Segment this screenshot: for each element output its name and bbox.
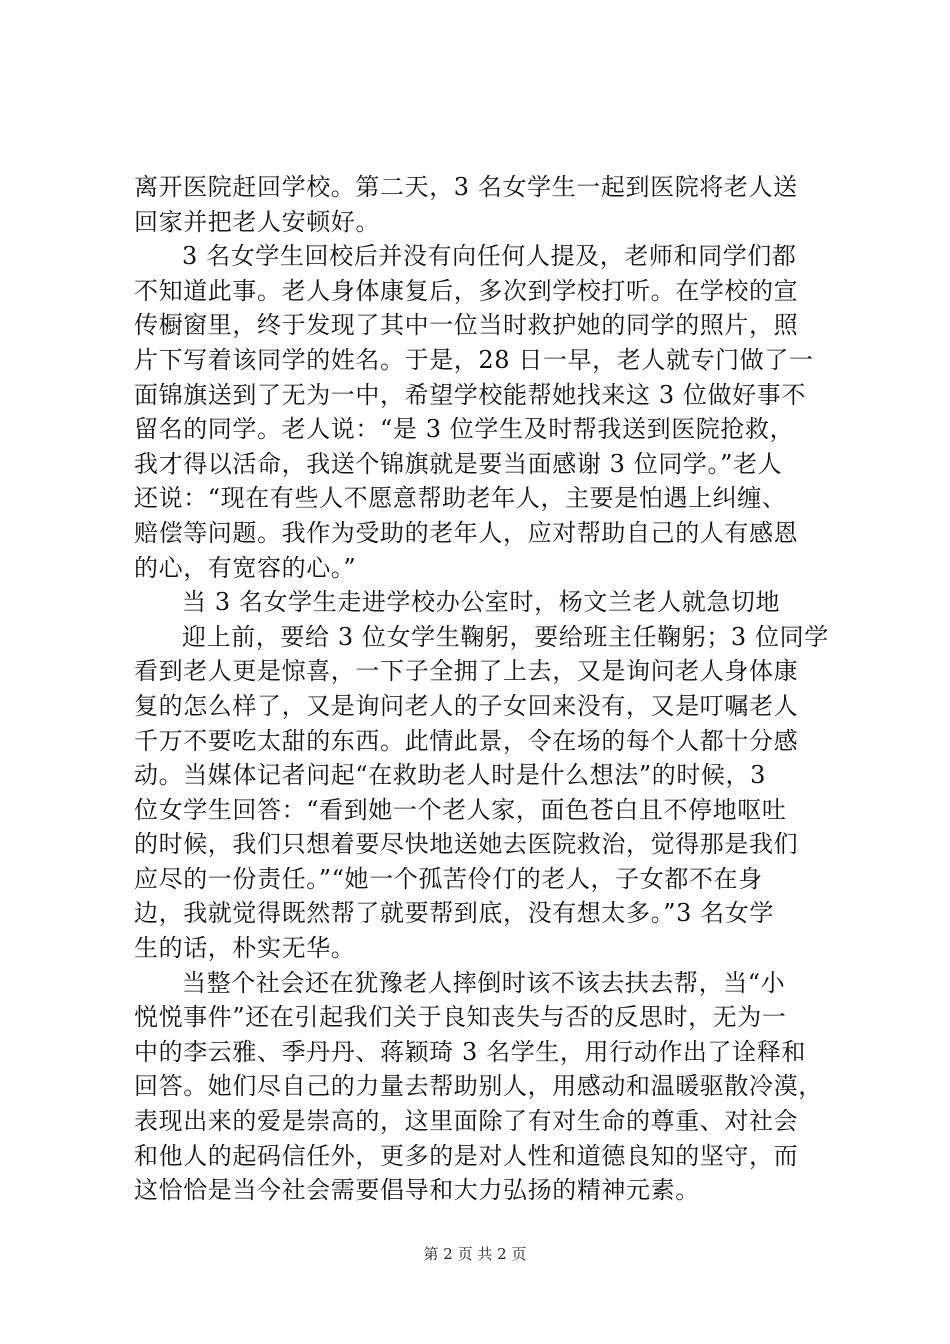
text-line: 回家并把老人安顿好。 (134, 207, 380, 236)
text-line: 应尽的一份责任。”“她一个孤苦伶仃的老人，子女都不在身 (134, 864, 763, 893)
paragraph-start-line: 当 3 名女学生走进学校办公室时，杨文兰老人就急切地 (182, 588, 781, 617)
text-line: 我才得以活命，我送个锦旗就是要当面感谢 3 位同学。”老人 (134, 449, 783, 478)
paragraph-start-line: 当整个社会还在犹豫老人摔倒时该不该去扶去帮，当“小 (182, 968, 786, 997)
text-line: 和他人的起码信任外，更多的是对人性和道德良知的坚守，而 (134, 1141, 799, 1170)
text-line: 动。当媒体记者问起“在救助老人时是什么想法”的时候，3 (134, 761, 767, 790)
paragraph-start-line: 迎上前，要给 3 位女学生鞠躬，要给班主任鞠躬；3 位同学 (182, 622, 829, 651)
text-line: 片下写着该同学的姓名。于是，28 日一早，老人就专门做了一 (134, 345, 814, 374)
text-line: 千万不要吃太甜的东西。此情此景，令在场的每个人都十分感 (134, 726, 799, 755)
text-line: 传橱窗里，终于发现了其中一位当时救护她的同学的照片，照 (134, 311, 799, 340)
text-line: 生的话，朴实无华。 (134, 934, 356, 963)
text-line: 离开医院赶回学校。第二天，3 名女学生一起到医院将老人送 (134, 173, 798, 201)
text-line: 不知道此事。老人身体康复后，多次到学校打听。在学校的宣 (134, 276, 799, 305)
text-line: 的心，有宽容的心。” (134, 553, 357, 582)
text-line: 看到老人更是惊喜，一下子全拥了上去，又是询问老人身体康 (134, 657, 799, 686)
text-line: 中的李云雅、季丹丹、蒋颖琦 3 名学生，用行动作出了诠释和 (134, 1037, 806, 1066)
text-line: 还说：“现在有些人不愿意帮助老年人，主要是怕遇上纠缠、 (134, 484, 787, 513)
text-line: 边，我就觉得既然帮了就要帮到底，没有想太多。”3 名女学 (134, 899, 774, 928)
text-line: 表现出来的爱是崇高的，这里面除了有对生命的尊重、对社会 (134, 1107, 799, 1136)
text-line: 留名的同学。老人说：“是 3 位学生及时帮我送到医院抢救， (134, 415, 795, 444)
page-footer: 第 2 页 共 2 页 (423, 1245, 527, 1263)
text-line: 悦悦事件”还在引起我们关于良知丧失与否的反思时，无为一 (134, 1003, 787, 1032)
text-line: 的时候，我们只想着要尽快地送她去医院救治，觉得那是我们 (134, 830, 799, 859)
text-line: 复的怎么样了，又是询问老人的子女回来没有，又是叮嘱老人 (134, 691, 799, 720)
text-line: 位女学生回答：“看到她一个老人家，面色苍白且不停地呕吐 (134, 795, 787, 824)
text-line: 面锦旗送到了无为一中，希望学校能帮她找来这 3 位做好事不 (134, 380, 806, 409)
text-line: 回答。她们尽自己的力量去帮助别人，用感动和温暖驱散冷漠， (134, 1072, 823, 1101)
paragraph-start-line: 3 名女学生回校后并没有向任何人提及，老师和同学们都 (182, 242, 797, 271)
text-line: 这恰恰是当今社会需要倡导和大力弘扬的精神元素。 (134, 1176, 700, 1205)
text-line: 赔偿等问题。我作为受助的老年人，应对帮助自己的人有感恩 (134, 518, 799, 547)
body-text (134, 170, 834, 1208)
